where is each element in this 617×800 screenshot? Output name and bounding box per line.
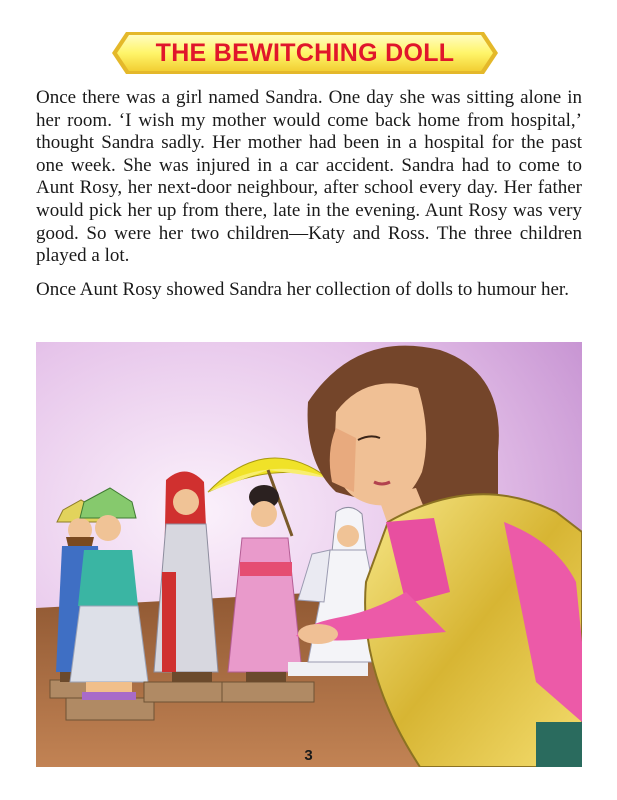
story-text bbox=[36, 87, 582, 312]
title-banner bbox=[112, 28, 498, 78]
page-title: THE BEWITCHING DOLL bbox=[155, 38, 455, 67]
illustration-dolls-scene bbox=[36, 342, 582, 767]
page-number: 3 bbox=[304, 747, 313, 764]
illustration bbox=[36, 342, 582, 767]
story-paragraph-2: Once Aunt Rosy showed Sandra her collection of dolls to humour her. bbox=[36, 278, 569, 300]
story-paragraph-1: Once there was a girl named Sandra. One day she was sitting alone in her room. ‘I wish my mother would come back home from hospital,’ thought Sandra sadly. Her mother had been in a hospital for the past one week. She was injured in a car accident. Sandra had to come to Aunt Rosy, her next-door neighbour, after school every day. Her father would pick her up from there, late in the evening. Aunt Rosy was very good. So were her two children—Katy and Ross. The three children played a lot. bbox=[36, 87, 582, 267]
